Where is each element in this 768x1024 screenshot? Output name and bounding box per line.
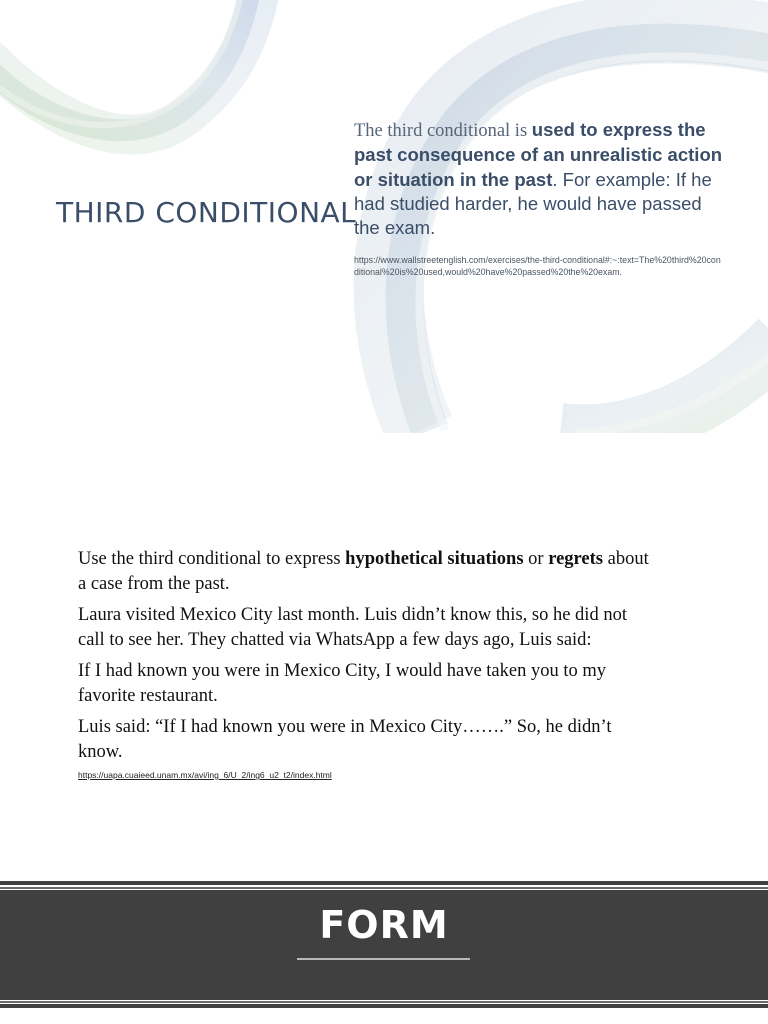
definition-text — [354, 118, 724, 240]
divider-bottom-thick — [0, 1004, 768, 1008]
example-sentence: If I had known you were in Mexico City, I would have taken you to my favorite restaurant. — [78, 661, 606, 706]
source-link-unam[interactable]: https://uapa.cuaieed.unam.mx/avi/ing_6/U_2/ing6_u2_t2/index.html — [78, 770, 332, 780]
usage-bold-regrets: regrets — [548, 549, 603, 569]
slide-title: THIRD CONDITIONAL — [56, 196, 357, 229]
usage-text-block — [78, 547, 658, 771]
divider-bottom-thin — [0, 1001, 768, 1003]
divider-top-thin — [0, 887, 768, 889]
usage-bold-hypothetical: hypothetical situations — [345, 549, 524, 569]
slide-usage-example — [0, 433, 768, 873]
definition-intro: The third conditional is — [354, 121, 532, 141]
usage-text: about a case from the past. — [78, 549, 649, 594]
title-underline — [297, 958, 470, 960]
usage-text: Use the third conditional to express — [78, 549, 346, 569]
context-paragraph: Laura visited Mexico City last month. Luis didn’t know this, so he did not call to see her. They chatted via WhatsApp a few days ago, Luis said: — [78, 605, 627, 650]
section-title: FORM — [319, 903, 449, 947]
definition-bold: used to express the past consequence of an unrealistic action or situation in the past — [354, 119, 723, 190]
explanation-paragraph: Luis said: “If I had known you were in Mexico City…….” So, he didn’t know. — [78, 717, 612, 762]
definition-rest: . For example: If he had studied harder, he would have passed the exam. — [354, 168, 712, 239]
usage-paragraph — [78, 547, 658, 597]
slide-third-conditional-intro — [0, 0, 768, 433]
usage-text: or — [523, 549, 549, 569]
source-link-wallstreetenglish[interactable]: https://www.wallstreetenglish.com/exercises/the-third-conditional#:~:text=The%20third%20conditional%20is%20used,would%20have%20passed%20the%20exam. — [354, 255, 721, 277]
divider-top-thick — [0, 881, 768, 885]
slide-form-header — [0, 873, 768, 1024]
